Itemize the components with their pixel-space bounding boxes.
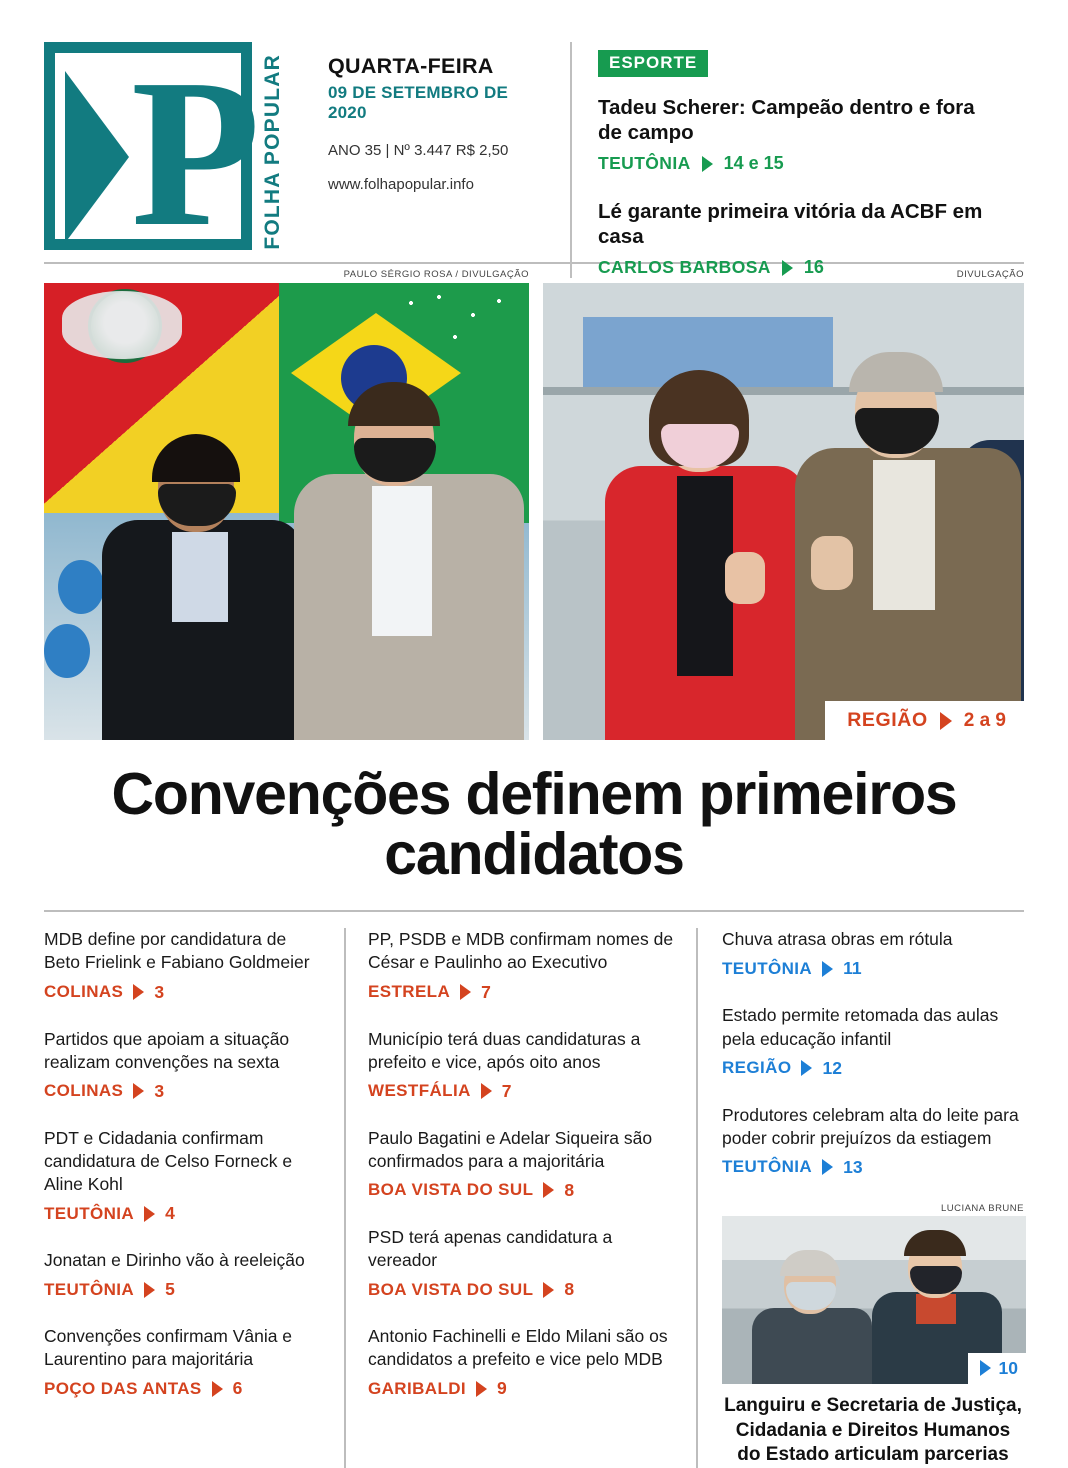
teaser-reference xyxy=(368,982,674,1003)
triangle-right-icon xyxy=(144,1282,155,1298)
teaser-item[interactable] xyxy=(368,1325,674,1399)
logo-wordmark-text: FOLHA POPULAR xyxy=(261,54,284,250)
teaser-reference xyxy=(44,1081,322,1102)
triangle-right-icon xyxy=(543,1182,554,1198)
triangle-right-icon xyxy=(980,1360,991,1376)
page-badge[interactable] xyxy=(968,1353,1026,1384)
teaser-title: PDT e Cidadania confirmam candidatura de Celso Forneck e Aline Kohl xyxy=(44,1127,293,1194)
teaser-page: 13 xyxy=(843,1156,863,1177)
triangle-right-icon xyxy=(481,1083,492,1099)
photo-credit-left: PAULO SÉRGIO ROSA / DIVULGAÇÃO xyxy=(343,269,529,280)
triangle-right-icon xyxy=(460,984,471,1000)
teaser-place: GARIBALDI xyxy=(368,1378,467,1398)
lead-photo-right[interactable] xyxy=(543,283,1024,740)
teaser-column-3 xyxy=(696,928,1024,1468)
triangle-right-icon xyxy=(212,1381,223,1397)
teaser-place: WESTFÁLIA xyxy=(368,1081,471,1101)
teaser-page: 9 xyxy=(497,1378,507,1399)
sports-teaser-reference xyxy=(598,153,990,174)
teaser-title: Chuva atrasa obras em rótula xyxy=(722,929,953,950)
teaser-item[interactable] xyxy=(722,1104,1024,1178)
teaser-item[interactable] xyxy=(44,1325,322,1399)
triangle-right-icon xyxy=(940,712,952,730)
person-shirt xyxy=(873,460,935,610)
teaser-page: 6 xyxy=(232,1378,243,1399)
teaser-item[interactable] xyxy=(368,1226,674,1300)
person-right xyxy=(294,390,524,740)
teaser-item[interactable] xyxy=(44,1249,322,1300)
thumbs-up-icon xyxy=(811,536,853,590)
teaser-reference xyxy=(44,1378,322,1399)
teaser-title: Jonatan e Dirinho vão à reeleição xyxy=(44,1250,305,1270)
teaser-item[interactable] xyxy=(722,1004,1024,1078)
sports-teaser-place: TEUTÔNIA xyxy=(598,153,691,173)
teaser-column-1 xyxy=(44,928,344,1468)
date-label: 09 DE SETEMBRO DE 2020 xyxy=(328,83,509,122)
teaser-item[interactable] xyxy=(722,928,1024,979)
bottom-photo[interactable] xyxy=(722,1216,1026,1384)
weekday-label: QUARTA-FEIRA xyxy=(328,54,494,78)
teaser-place: TEUTÔNIA xyxy=(44,1203,135,1223)
photo-credit-row xyxy=(44,269,1024,280)
teaser-title: Estado permite retomada das aulas pela educação infantil xyxy=(722,1005,999,1049)
website-url[interactable]: www.folhapopular.info xyxy=(328,176,474,193)
teaser-page: 3 xyxy=(154,1080,165,1101)
teaser-reference xyxy=(44,982,322,1003)
teaser-reference xyxy=(722,1058,1024,1079)
sports-teaser-item[interactable] xyxy=(598,95,990,174)
triangle-right-icon xyxy=(133,1083,144,1099)
edition-label: ANO 35 | Nº 3.447 R$ 2,50 xyxy=(328,142,509,159)
teaser-item[interactable] xyxy=(368,928,674,1002)
teaser-place: TEUTÔNIA xyxy=(44,1279,135,1299)
teaser-item[interactable] xyxy=(368,1028,674,1102)
teaser-place: ESTRELA xyxy=(368,982,451,1002)
issue-info xyxy=(294,42,546,193)
teaser-item[interactable] xyxy=(44,1127,322,1224)
page-number: 10 xyxy=(998,1357,1018,1378)
logo-box xyxy=(44,35,261,270)
teaser-item[interactable] xyxy=(368,1127,674,1201)
person-man-brown-jacket xyxy=(795,360,1021,740)
sports-teaser-place: CARLOS BARBOSA xyxy=(598,257,771,277)
crest-icon xyxy=(88,289,162,363)
sports-teaser-item[interactable] xyxy=(598,199,990,278)
photo-caption: Languiru e Secretaria de Justiça, Cidadania e Direitos Humanos do Estado articulam parcerias xyxy=(724,1394,1022,1466)
teaser-column-2 xyxy=(344,928,696,1468)
divider xyxy=(44,910,1024,912)
person-shirt xyxy=(172,532,228,622)
teaser-place: BOA VISTA DO SUL xyxy=(368,1279,534,1299)
teaser-place: TEUTÔNIA xyxy=(722,1157,813,1177)
teaser-page: 5 xyxy=(165,1279,175,1300)
teaser-reference xyxy=(722,958,1024,979)
photo-credit-bottom: LUCIANA BRUNE xyxy=(940,1202,1024,1214)
teaser-page: 12 xyxy=(822,1057,842,1078)
teaser-page: 7 xyxy=(481,981,491,1002)
teaser-reference xyxy=(44,1203,322,1224)
teaser-reference xyxy=(368,1081,674,1102)
teaser-page: 7 xyxy=(501,1080,512,1101)
balloon-decoration xyxy=(44,624,90,678)
person-woman-red-blazer xyxy=(605,380,805,740)
balloon-decoration xyxy=(58,560,104,614)
teaser-place: REGIÃO xyxy=(722,1058,792,1078)
teaser-reference xyxy=(368,1180,674,1201)
sports-teaser-headline: Tadeu Scherer: Campeão dentro e fora de campo xyxy=(598,96,975,144)
section-tag-esporte: ESPORTE xyxy=(598,50,708,77)
teaser-place: COLINAS xyxy=(44,982,124,1002)
person-collar xyxy=(916,1294,956,1324)
teaser-title: Antonio Fachinelli e Eldo Milani são os candidatos a prefeito e vice pelo MDB xyxy=(368,1326,668,1370)
teaser-title: Partidos que apoiam a situação realizam convenções na sexta xyxy=(44,1028,290,1072)
teaser-columns xyxy=(44,928,1024,1468)
teaser-page: 4 xyxy=(165,1203,175,1223)
lead-photo-row xyxy=(44,283,1024,740)
teaser-reference xyxy=(368,1378,674,1399)
person-left xyxy=(102,440,302,740)
regiao-page-badge[interactable] xyxy=(825,701,1024,740)
thumbs-up-icon xyxy=(725,552,765,604)
newspaper-logo[interactable] xyxy=(44,35,294,270)
sports-teaser-headline: Lé garante primeira vitória da ACBF em casa xyxy=(598,200,983,248)
triangle-right-icon xyxy=(476,1381,487,1397)
person-hair xyxy=(152,434,240,482)
triangle-right-icon xyxy=(144,1206,155,1222)
arrow-icon xyxy=(65,71,129,243)
teaser-page: 8 xyxy=(564,1279,575,1300)
regiao-badge-pages: 2 a 9 xyxy=(963,709,1006,731)
teaser-place: BOA VISTA DO SUL xyxy=(368,1180,534,1200)
teaser-place: COLINAS xyxy=(44,1081,124,1101)
person-shirt xyxy=(372,486,432,636)
teaser-item[interactable] xyxy=(44,1028,322,1102)
teaser-title: Convenções confirmam Vânia e Laurentino para majoritária xyxy=(44,1326,293,1370)
person-jacket xyxy=(752,1308,872,1384)
teaser-title: Paulo Bagatini e Adelar Siqueira são confirmados para a majoritária xyxy=(368,1127,653,1171)
regiao-badge-label: REGIÃO xyxy=(847,709,928,731)
teaser-title: MDB define por candidatura de Beto Frielink e Fabiano Goldmeier xyxy=(44,929,310,973)
teaser-title: Produtores celebram alta do leite para poder cobrir prejuízos da estiagem xyxy=(722,1104,1019,1148)
triangle-right-icon xyxy=(702,156,713,172)
teaser-reference xyxy=(722,1157,1024,1178)
teaser-item[interactable] xyxy=(44,928,322,1002)
teaser-title: PSD terá apenas candidatura a vereador xyxy=(368,1226,613,1270)
sports-teaser-page: 16 xyxy=(803,257,824,277)
triangle-right-icon xyxy=(822,961,833,977)
teaser-place: TEUTÔNIA xyxy=(722,958,813,978)
person-left xyxy=(752,1254,872,1384)
teaser-place: POÇO DAS ANTAS xyxy=(44,1378,202,1398)
teaser-reference xyxy=(44,1279,322,1300)
teaser-page: 8 xyxy=(564,1179,575,1200)
logo-letter: P xyxy=(131,35,261,270)
teaser-page: 11 xyxy=(843,958,862,979)
triangle-right-icon xyxy=(801,1060,812,1076)
triangle-right-icon xyxy=(543,1282,554,1298)
teaser-title: Município terá duas candidaturas a prefeito e vice, após oito anos xyxy=(368,1028,641,1072)
person-hair xyxy=(780,1250,840,1276)
teaser-reference xyxy=(368,1279,674,1300)
triangle-right-icon xyxy=(133,984,144,1000)
lead-photo-left[interactable] xyxy=(44,283,529,740)
photo-credit-right: DIVULGAÇÃO xyxy=(956,269,1024,280)
page-title: Convenções definem primeiros candidatos xyxy=(111,761,957,888)
triangle-right-icon xyxy=(822,1159,833,1175)
teaser-page: 3 xyxy=(154,981,165,1002)
sports-teaser-column xyxy=(570,42,990,278)
teaser-title: PP, PSDB e MDB confirmam nomes de César e Paulinho ao Executivo xyxy=(368,929,674,973)
sports-teaser-page: 14 e 15 xyxy=(723,153,784,173)
